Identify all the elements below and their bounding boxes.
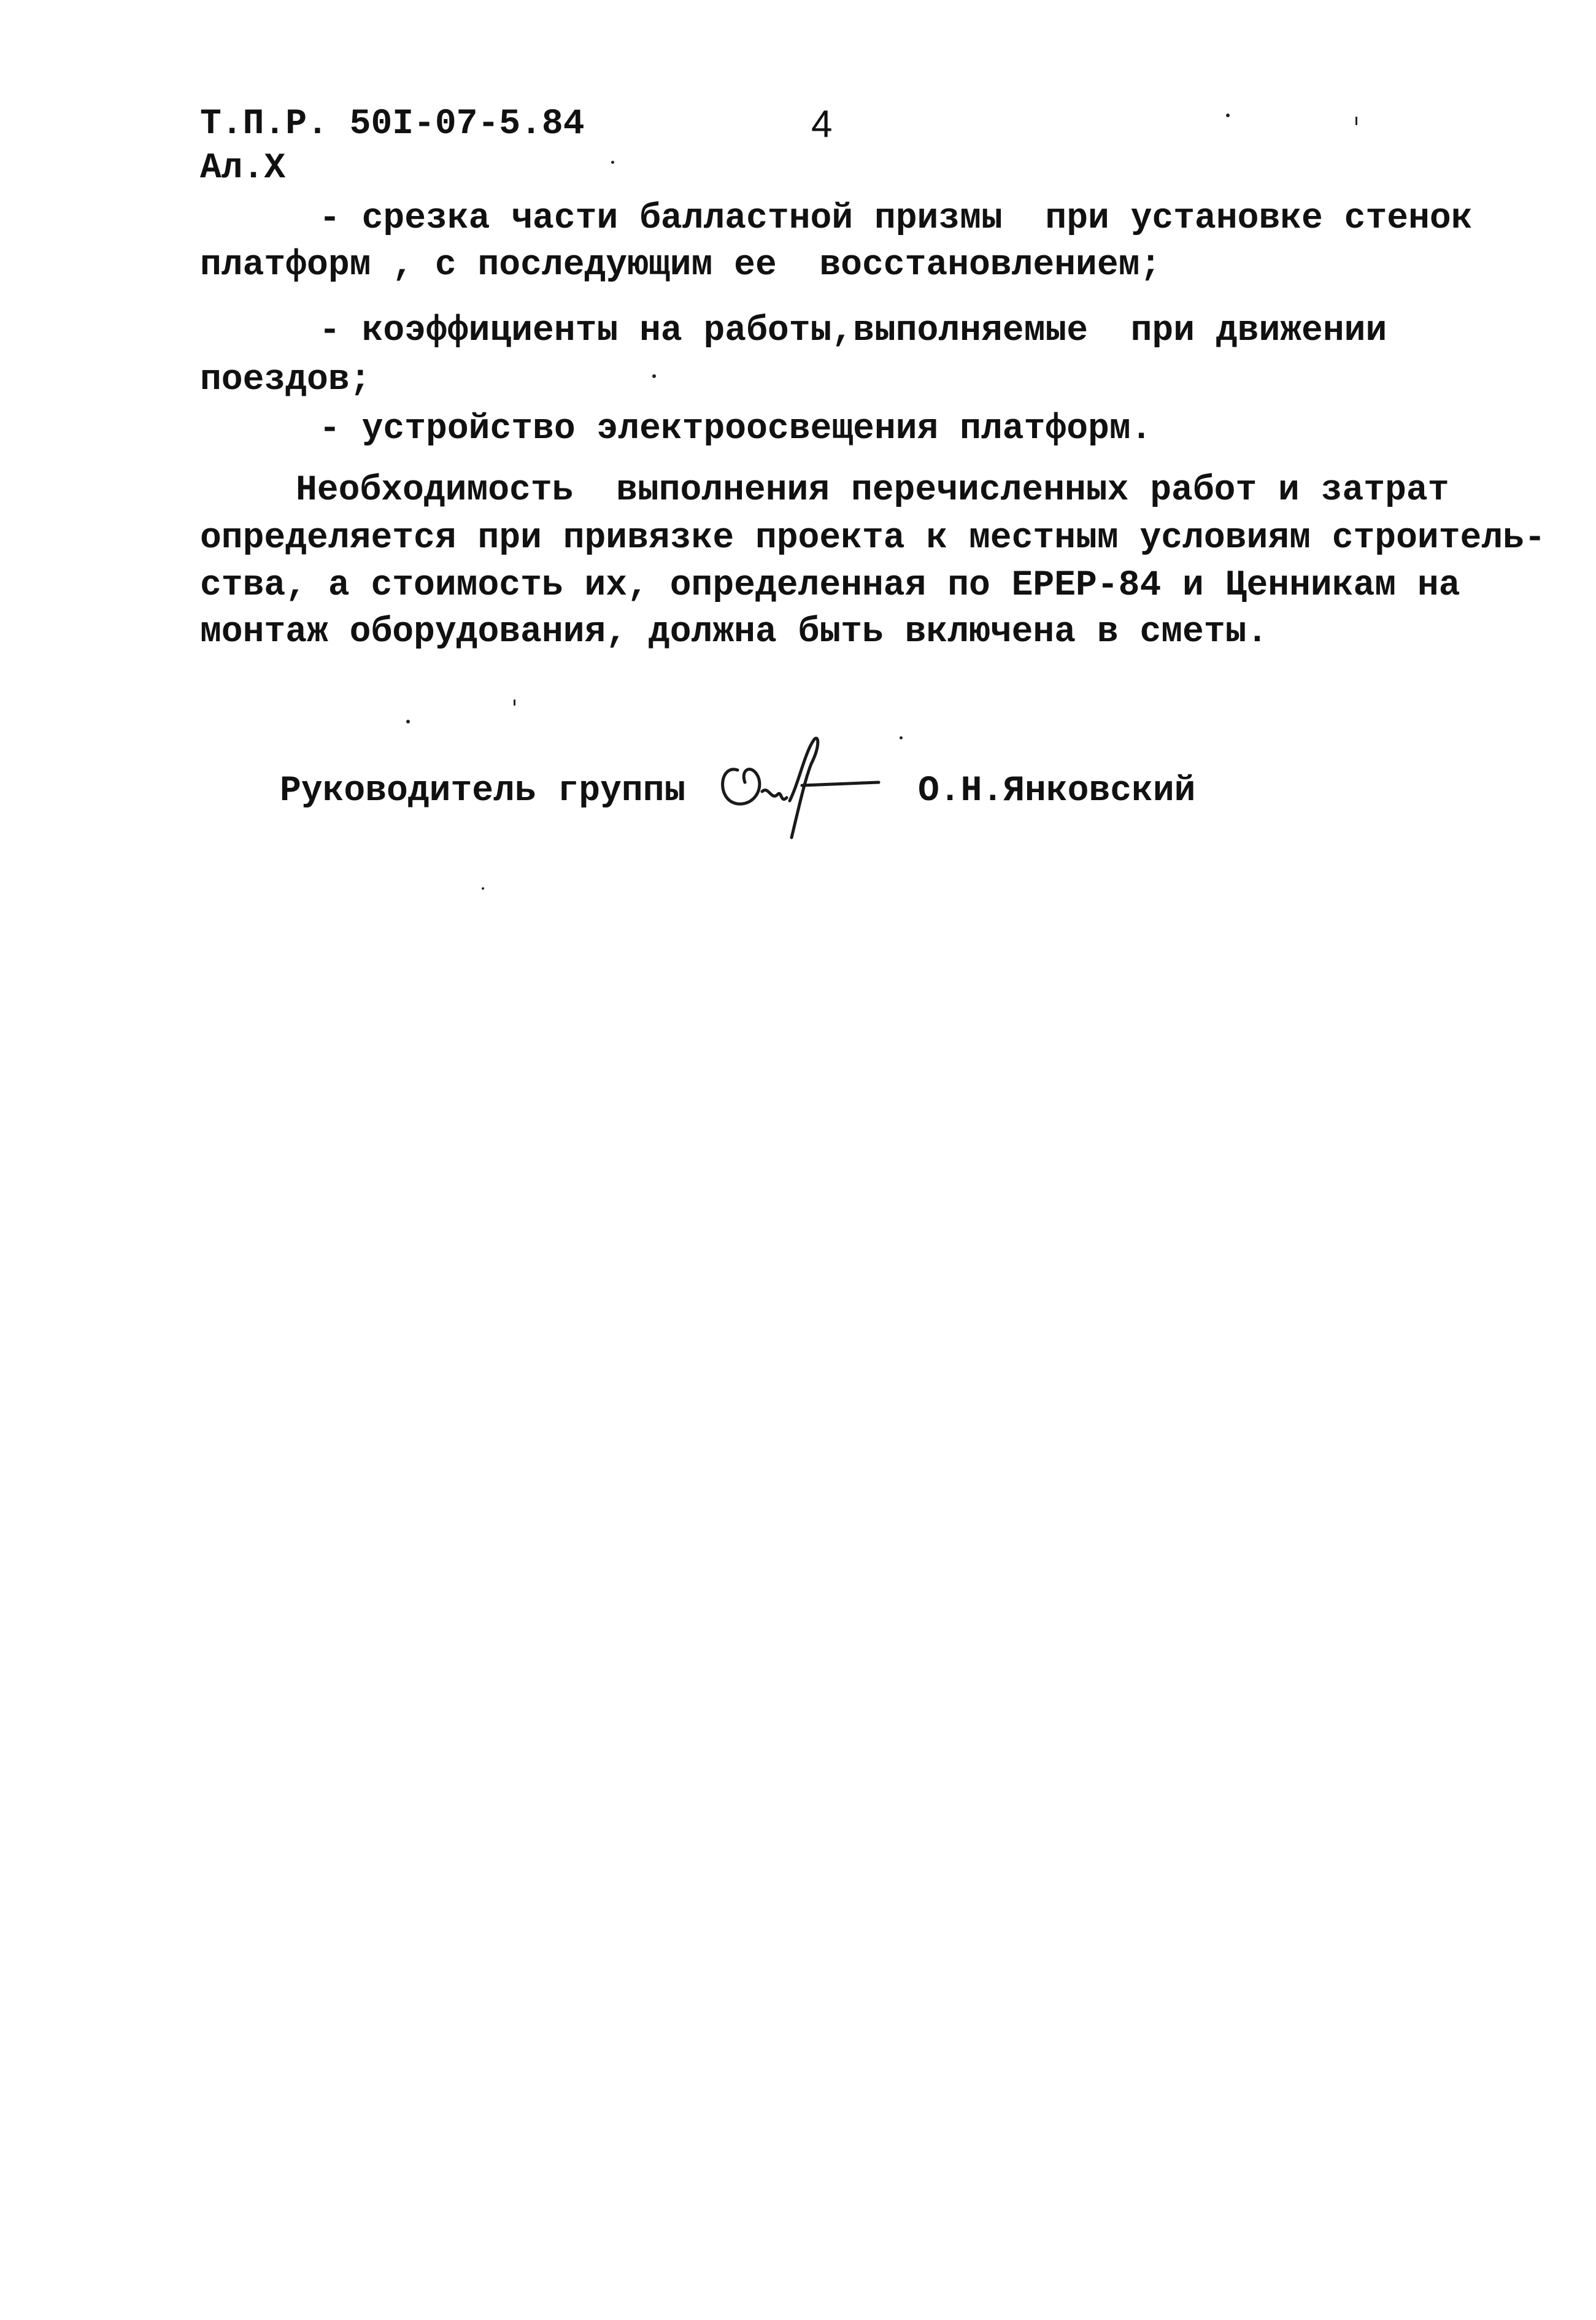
scan-speck bbox=[406, 720, 410, 723]
body-line-7: определяется при привязке проекта к местным условиям строитель- bbox=[200, 518, 1546, 558]
body-line-8: ства, а стоимость их, определенная по ЕРЕР-84 и Ценникам на bbox=[200, 566, 1460, 606]
body-line-6: Необходимость выполнения перечисленных работ и затрат bbox=[296, 471, 1449, 511]
signatory-name: О.Н.Янковский bbox=[918, 771, 1196, 811]
doc-code: Т.П.Р. 50I-07-5.84 bbox=[200, 104, 585, 144]
body-line-1: - срезка части балластной призмы при установке стенок bbox=[319, 199, 1473, 239]
handwritten-signature bbox=[713, 727, 885, 844]
page-number: 4 bbox=[811, 103, 833, 145]
body-line-3: - коэффициенты на работы,выполняемые при движении bbox=[319, 311, 1387, 351]
scan-speck bbox=[1226, 114, 1230, 117]
body-line-2: платформ , с последующим ее восстановлением; bbox=[200, 245, 1162, 285]
scan-speck bbox=[1355, 117, 1357, 125]
scan-speck bbox=[611, 161, 614, 164]
body-line-4: поездов; bbox=[200, 360, 371, 400]
signatory-title: Руководитель группы bbox=[280, 771, 686, 811]
body-line-9: монтаж оборудования, должна быть включена в сметы. bbox=[200, 612, 1268, 652]
scan-speck bbox=[514, 699, 515, 706]
scan-speck bbox=[900, 736, 903, 739]
scan-speck bbox=[482, 887, 484, 890]
body-line-5: - устройство электроосвещения платформ. bbox=[319, 409, 1152, 449]
scan-speck bbox=[652, 374, 656, 378]
sheet-label: Ал.X bbox=[200, 148, 286, 188]
